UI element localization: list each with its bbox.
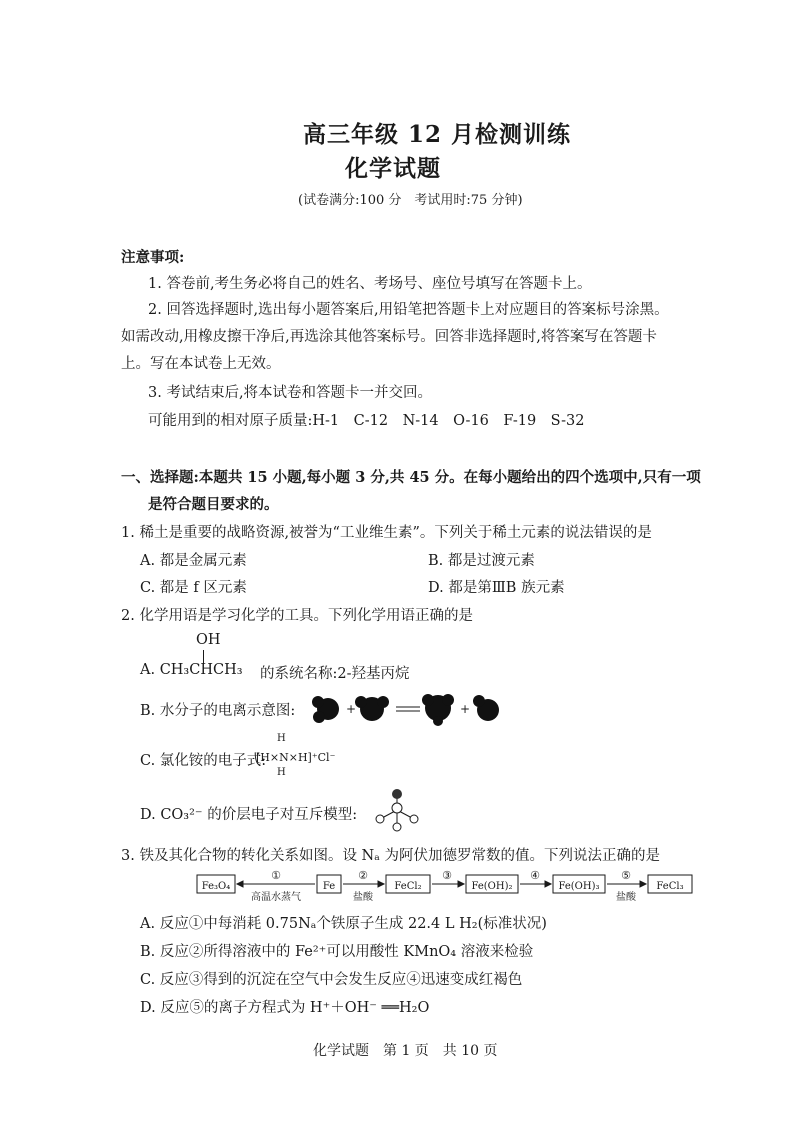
step-number-2: ②: [358, 869, 368, 882]
q2-a-hydroxyl: OH: [196, 632, 221, 648]
step-number-1: ①: [271, 869, 281, 882]
water-ionization-diagram: [310, 690, 510, 726]
atomic-masses: 可能用到的相对原子质量:H-1 C-12 N-14 O-16 F-19 S-32: [148, 413, 585, 429]
step-reagent-5: 盐酸: [616, 892, 636, 903]
q2-stem: 2. 化学用语是学习化学的工具。下列化学用语正确的是: [121, 608, 473, 624]
vsepr-model-diagram: [372, 788, 422, 832]
q3-option-b: B. 反应②所得溶液中的 Fe²⁺可以用酸性 KMnO₄ 溶液来检验: [140, 944, 534, 960]
notice-item-2-line-3: 上。写在本试卷上无效。: [121, 356, 281, 372]
q1-option-d: D. 都是第ⅢB 族元素: [428, 580, 565, 596]
q2-option-a-formula: A. CH₃CHCH₃: [140, 662, 243, 678]
q3-option-d: D. 反应⑤的离子方程式为 H⁺＋OH⁻ ══H₂O: [140, 1000, 430, 1016]
section-heading-line-2: 是符合题目要求的。: [148, 496, 279, 513]
ammonium-h-top: H: [277, 733, 286, 744]
step-reagent-2: 盐酸: [353, 892, 373, 903]
q1-option-b: B. 都是过渡元素: [428, 553, 535, 569]
step-number-4: ④: [530, 869, 540, 882]
q2-option-b: B. 水分子的电离示意图:: [140, 703, 296, 719]
hydronium-ion: [422, 694, 454, 726]
q3-option-a: A. 反应①中每消耗 0.75Nₐ个铁原子生成 22.4 L H₂(标准状况): [140, 916, 547, 932]
iron-conversion-flow: [195, 868, 705, 908]
species-fe3o4: Fe₃O₄: [201, 881, 231, 892]
q2-option-a-name: 的系统名称:2-羟基丙烷: [260, 666, 410, 682]
notice-item-2-line-2: 如需改动,用橡皮擦干净后,再选涂其他答案标号。回答非选择题时,将答案写在答题卡: [121, 329, 657, 345]
notice-item-2-line-1: 2. 回答选择题时,选出每小题答案后,用铅笔把答题卡上对应题目的答案标号涂黑。: [148, 302, 669, 318]
page-footer: 化学试题 第 1 页 共 10 页: [313, 1043, 498, 1059]
exam-info: (试卷满分:100 分 考试用时:75 分钟): [298, 193, 523, 208]
hydroxide-ion: [473, 695, 499, 721]
q2-option-c: C. 氯化铵的电子式:: [140, 753, 267, 769]
plus-sign-2: +: [460, 702, 471, 716]
step-reagent-1: 高温水蒸气: [251, 892, 301, 903]
species-fecl2: FeCl₂: [394, 881, 422, 892]
q1-option-a: A. 都是金属元素: [140, 553, 247, 569]
species-feoh3: Fe(OH)₃: [558, 881, 600, 892]
species-fecl3: FeCl₃: [656, 881, 684, 892]
step-number-3: ③: [442, 869, 452, 882]
q1-stem: 1. 稀土是重要的战略资源,被誉为“工业维生素”。下列关于稀土元素的说法错误的是: [121, 525, 652, 541]
q3-option-c: C. 反应③得到的沉淀在空气中会发生反应④迅速变成红褐色: [140, 972, 523, 988]
notice-item-1: 1. 答卷前,考生务必将自己的姓名、考场号、座位号填写在答题卡上。: [148, 276, 592, 292]
ammonium-h-bottom: H: [277, 767, 286, 778]
subject-title: 化学试题: [345, 155, 441, 182]
water-molecule-1: [312, 696, 339, 723]
notice-item-3: 3. 考试结束后,将本试卷和答题卡一并交回。: [148, 385, 433, 401]
ammonium-chloride-electron-formula: [H×N×H]⁺Cl⁻: [256, 751, 336, 764]
q3-stem: 3. 铁及其化合物的转化关系如图。设 Nₐ 为阿伏加德罗常数的值。下列说法正确的是: [121, 848, 660, 864]
notice-heading: 注意事项:: [121, 249, 185, 266]
exam-title: 高三年级 12 月检测训练: [303, 121, 572, 148]
plus-sign-1: +: [346, 702, 357, 716]
species-fe: Fe: [322, 881, 336, 892]
q2-option-d: D. CO₃²⁻ 的价层电子对互斥模型:: [140, 807, 358, 823]
species-feoh2: Fe(OH)₂: [471, 881, 513, 892]
water-molecule-2: [355, 696, 389, 721]
q1-option-c: C. 都是 f 区元素: [140, 580, 247, 596]
step-number-5: ⑤: [621, 869, 631, 882]
section-heading-line-1: 一、选择题:本题共 15 小题,每小题 3 分,共 45 分。在每小题给出的四个选项中,只有一项: [121, 469, 701, 486]
